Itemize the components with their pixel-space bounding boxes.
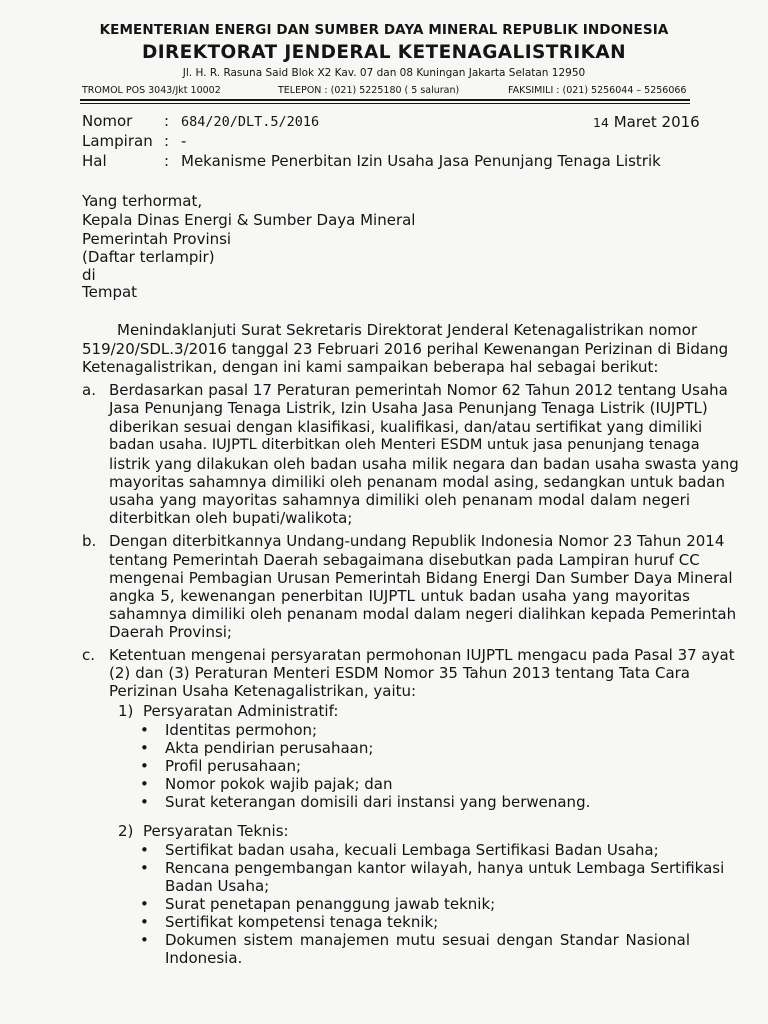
bullet-icon: • — [140, 931, 149, 949]
bullet-icon: • — [140, 895, 149, 913]
point-a-line: listrik yang dilakukan oleh badan usaha milik negara dan badan usaha swasta yang — [109, 455, 739, 473]
bullet-icon: • — [140, 913, 149, 931]
admin-item: Nomor pokok wajib pajak; dan — [165, 775, 393, 793]
fax: FAKSIMILI : (021) 5256044 – 5256066 — [508, 85, 687, 96]
intro-line: Menindaklanjuti Surat Sekretaris Direktorat Jenderal Ketenagalistrikan nomor — [117, 321, 698, 339]
point-a-line: Jasa Penunjang Tenaga Listrik, Izin Usaha Jasa Penunjang Tenaga Listrik (IUJPTL) — [109, 399, 708, 417]
bullet-icon: • — [140, 721, 149, 739]
lampiran-colon: : — [164, 132, 170, 150]
date-day: 14 — [593, 115, 609, 130]
admin-marker: 1) — [118, 702, 134, 720]
point-b-line: sahamnya dimiliki oleh penanam modal dalam negeri dialihkan kepada Pemerintah — [109, 605, 737, 623]
date-month-year: Maret 2016 — [613, 113, 700, 131]
teknis-item: Dokumen sistem manajemen mutu sesuai dengan Standar Nasional — [165, 931, 690, 949]
admin-item: Profil perusahaan; — [165, 757, 302, 775]
bullet-icon: • — [140, 793, 149, 811]
admin-item: Surat keterangan domisili dari instansi yang berwenang. — [165, 793, 591, 811]
point-b-line: mengenai Pembagian Urusan Pemerintah Bidang Energi Dan Sumber Daya Mineral — [109, 569, 733, 587]
point-c-line: (2) dan (3) Peraturan Menteri ESDM Nomor 35 Tahun 2013 tentang Tata Cara — [109, 664, 690, 682]
bullet-icon: • — [140, 739, 149, 757]
recipient-line: (Daftar terlampir) — [82, 248, 215, 266]
point-c-line: Ketentuan mengenai persyaratan permohonan IUJPTL mengacu pada Pasal 37 ayat — [109, 646, 735, 664]
hal-label: Hal — [82, 152, 107, 170]
recipient-line: di — [82, 266, 96, 284]
bullet-icon: • — [140, 757, 149, 775]
teknis-marker: 2) — [118, 822, 134, 840]
hal-colon: : — [164, 152, 170, 170]
point-c-line: Perizinan Usaha Ketenagalistrikan, yaitu: — [109, 682, 417, 700]
teknis-item: Sertifikat badan usaha, kecuali Lembaga Sertifikasi Badan Usaha; — [165, 841, 659, 859]
point-a-line: diberikan sesuai dengan klasifikasi, kualifikasi, dan/atau sertifikat yang dimiliki — [109, 418, 703, 436]
point-a-line: badan usaha. IUJPTL diterbitkan oleh Menteri ESDM untuk jasa penunjang tenaga — [109, 437, 700, 453]
point-a-line: usaha yang mayoritas sahamnya dimiliki oleh penanam modal dalam negeri — [109, 491, 690, 509]
point-b-line: Dengan diterbitkannya Undang-undang Republik Indonesia Nomor 23 Tahun 2014 — [109, 532, 725, 550]
point-a-line: mayoritas sahamnya dimiliki oleh penanam modal asing, sedangkan untuk badan — [109, 473, 725, 491]
point-b-marker: b. — [82, 532, 97, 550]
teknis-title: Persyaratan Teknis: — [143, 822, 289, 840]
recipient-line: Kepala Dinas Energi & Sumber Daya Mineral — [82, 211, 416, 229]
bullet-icon: • — [140, 841, 149, 859]
point-b-line: angka 5, kewenangan penerbitan IUJPTL untuk badan usaha yang mayoritas — [109, 587, 690, 605]
point-a-line: Berdasarkan pasal 17 Peraturan pemerintah Nomor 62 Tahun 2012 tentang Usaha — [109, 381, 728, 399]
nomor-value: 684/20/DLT.5/2016 — [181, 114, 320, 130]
recipient-line: Pemerintah Provinsi — [82, 230, 232, 248]
point-b-line: Daerah Provinsi; — [109, 623, 232, 641]
tromol-pos: TROMOL POS 3043/Jkt 10002 — [82, 85, 221, 96]
header-rule-thin — [80, 103, 690, 104]
teknis-item: Rencana pengembangan kantor wilayah, hanya untuk Lembaga Sertifikasi — [165, 859, 725, 877]
letter-date — [593, 113, 700, 131]
point-a-marker: a. — [82, 381, 96, 399]
recipient-line: Yang terhormat, — [82, 192, 203, 210]
admin-title: Persyaratan Administratif: — [143, 702, 339, 720]
directorate-title: DIREKTORAT JENDERAL KETENAGALISTRIKAN — [142, 42, 626, 63]
nomor-label: Nomor — [82, 112, 133, 130]
teknis-item-continued: Indonesia. — [165, 949, 243, 967]
point-c-marker: c. — [82, 646, 96, 664]
admin-item: Akta pendirian perusahaan; — [165, 739, 374, 757]
intro-line: 519/20/SDL.3/2016 tanggal 23 Februari 2016 perihal Kewenangan Perizinan di Bidang — [82, 340, 729, 358]
hal-value: Mekanisme Penerbitan Izin Usaha Jasa Penunjang Tenaga Listrik — [181, 152, 661, 170]
intro-line: Ketenagalistrikan, dengan ini kami sampaikan beberapa hal sebagai berikut: — [82, 358, 659, 376]
point-b-line: tentang Pemerintah Daerah sebagaimana disebutkan pada Lampiran huruf CC — [109, 551, 700, 569]
address: Jl. H. R. Rasuna Said Blok X2 Kav. 07 dan 08 Kuningan Jakarta Selatan 12950 — [182, 67, 586, 79]
bullet-icon: • — [140, 775, 149, 793]
lampiran-label: Lampiran — [82, 132, 153, 150]
bullet-icon: • — [140, 859, 149, 877]
point-a-line: diterbitkan oleh bupati/walikota; — [109, 509, 353, 527]
teknis-item-continued: Badan Usaha; — [165, 877, 270, 895]
recipient-line: Tempat — [82, 283, 138, 301]
nomor-colon: : — [164, 112, 170, 130]
teknis-item: Sertifikat kompetensi tenaga teknik; — [165, 913, 439, 931]
telephone: TELEPON : (021) 5225180 ( 5 saluran) — [278, 85, 460, 96]
admin-item: Identitas permohon; — [165, 721, 318, 739]
ministry-title: KEMENTERIAN ENERGI DAN SUMBER DAYA MINERAL REPUBLIK INDONESIA — [99, 22, 669, 38]
lampiran-value: - — [181, 132, 187, 150]
teknis-item: Surat penetapan penanggung jawab teknik; — [165, 895, 496, 913]
header-rule-thick — [80, 99, 690, 101]
